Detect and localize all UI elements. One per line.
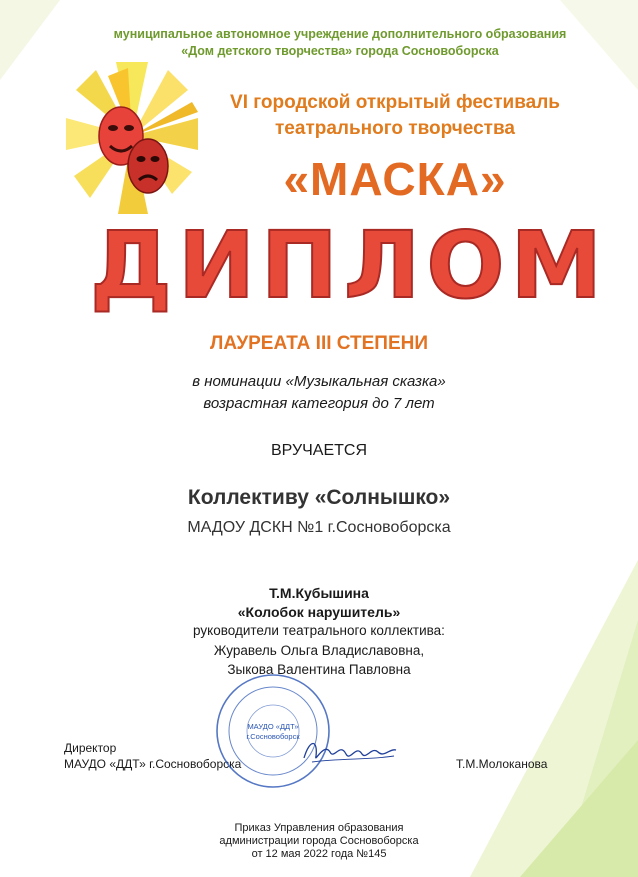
signatory-organization: МАУДО «ДДТ» г.Сосновоборска [64,757,242,771]
diploma-title: ДИПЛОМ [90,212,609,319]
signatory-name: Т.М.Молоканова [456,757,548,771]
awarded-label: ВРУЧАЕТСЯ [270,442,368,459]
recipient-institution: МАДОУ ДСКН №1 г.Сосновоборска [187,519,451,536]
performance-author: Т.М.Кубышина [269,585,369,601]
age-category: возрастная категория до 7 лет [203,395,435,412]
organization-line1: муниципальное автономное учреждение дополнительного образования [113,27,567,41]
diploma-degree: ЛАУРЕАТА III СТЕПЕНИ [209,333,429,354]
stamp-center-line2: г.Сосновоборск [246,732,300,741]
performance-title: «Колобок нарушитель» [237,604,401,620]
recipient-collective: Коллективу «Солнышко» [187,486,451,509]
leader-2: Зыкова Валентина Павловна [227,662,411,677]
festival-name: «МАСКА» [283,153,507,205]
leader-1: Журавель Ольга Владиславовна, [213,643,425,658]
organization-line2: «Дом детского творчества» города Сосновоборска [181,44,499,58]
leaders-caption: руководители театрального коллектива: [193,623,445,638]
theater-masks-logo [66,58,204,226]
director-signature [300,732,400,768]
signatory-position: Директор [64,741,117,755]
order-line3: от 12 мая 2022 года №145 [251,848,387,860]
official-stamp [214,672,332,790]
festival-line1: VI городской открытый фестиваль [230,92,560,113]
order-line1: Приказ Управления образования [234,822,404,834]
dark-red-mask-icon [128,139,168,193]
festival-line2: театрального творчества [275,118,515,139]
stamp-center-line1: МАУДО «ДДТ» [247,722,299,731]
nomination: в номинации «Музыкальная сказка» [192,373,446,390]
order-line2: администрации города Сосновоборска [219,835,419,847]
